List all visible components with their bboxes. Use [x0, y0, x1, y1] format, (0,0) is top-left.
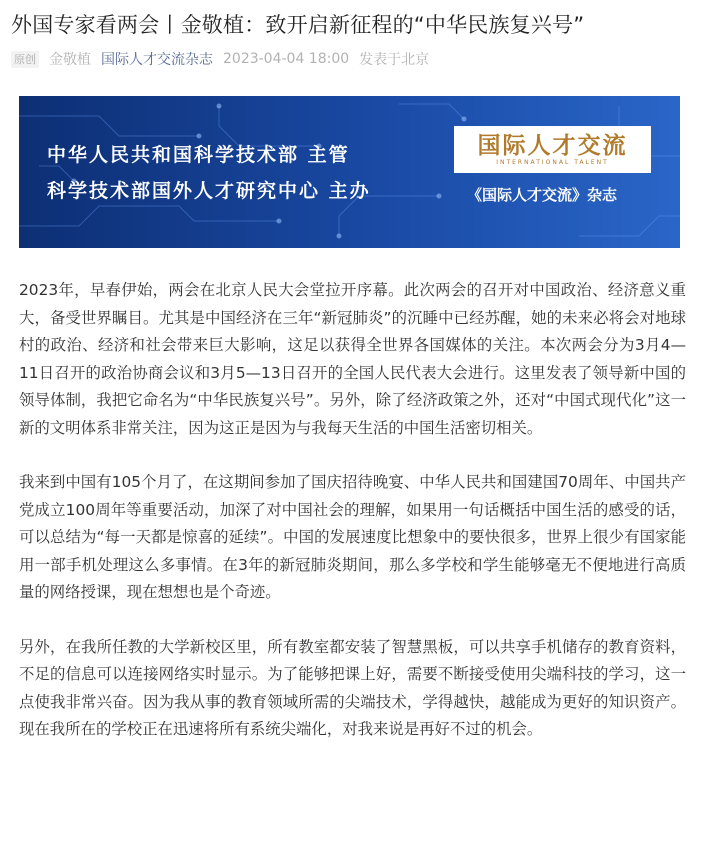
author-name: 金敬植 — [49, 52, 91, 68]
publish-date: 2023-04-04 18:00 — [223, 51, 350, 67]
magazine-logo — [454, 126, 651, 173]
paragraph: 另外，在我所任教的大学新校区里，所有教室都安装了智慧黑板，可以共享手机储存的教育资料，不足的信息可以连接网络实时显示。为了能够把课上好，需要不断接受使用尖端科技的学习，这一点使我非常兴奋。因为我从事的教育领域所需的尖端技术，学得越快，越能成为更好的知识资产。现在我所在的学校正在迅速将所有系统尖端化，对我来说是再好不过的机会。 — [19, 637, 686, 738]
magazine-name: 《国际人才交流》杂志 — [467, 186, 618, 204]
paragraph: 我来到中国有105个月了，在这期间参加了国庆招待晚宴、中华人民共和国建国70周年、中国共产党成立100周年等重要活动，加深了对中国社会的理解，如果用一句话概括中国生活的感受的话，可以总结为“每一天都是惊喜的延续”。中国的发展速度比想象中的要快很多，世界上很少有国家能用一部手机处理这么多事情。在3年的新冠肺炎期间，那么多学校和学生能够毫无不便地进行高质量的网络授课，现在想想也是个奇迹。 — [19, 473, 686, 601]
header-banner-image — [19, 96, 680, 248]
account-link[interactable]: 国际人才交流杂志 — [101, 52, 213, 68]
article-meta — [11, 48, 686, 70]
paragraph: 2023年，早春伊始，两会在北京人民大会堂拉开序幕。此次两会的召开对中国政治、经济意义重大，备受世界瞩目。尤其是中国经济在三年“新冠肺炎”的沉睡中已经苏醒，她的未来必将会对地球村的政治、经济和社会带来巨大影响，这足以获得全世界各国媒体的关注。本次两会分为3月4—11日召开的政治协商会议和3月5—13日召开的全国人民代表大会进行。这里发表了领导新中国的领导体制，我把它命名为“中华民族复兴号”。另外，除了经济政策之外，还对“中国式现代化”这一新的文明体系非常关注，因为这正是因为与我每天生活的中国生活密切相关。 — [19, 281, 686, 437]
article-title: 外国专家看两会丨金敬植：致开启新征程的“中华民族复兴号” — [11, 13, 585, 37]
article-body — [19, 277, 686, 744]
logo-chinese-text: 国际人才交流 — [477, 132, 628, 159]
banner-line-sponsor: 科学技术部国外人才研究中心 主办 — [47, 180, 371, 202]
publish-location: 发表于北京 — [359, 52, 430, 68]
logo-english-text: INTERNATIONAL TALENT — [496, 158, 609, 166]
original-tag: 原创 — [11, 51, 39, 68]
banner-line-supervisor: 中华人民共和国科学技术部 主管 — [47, 144, 350, 166]
